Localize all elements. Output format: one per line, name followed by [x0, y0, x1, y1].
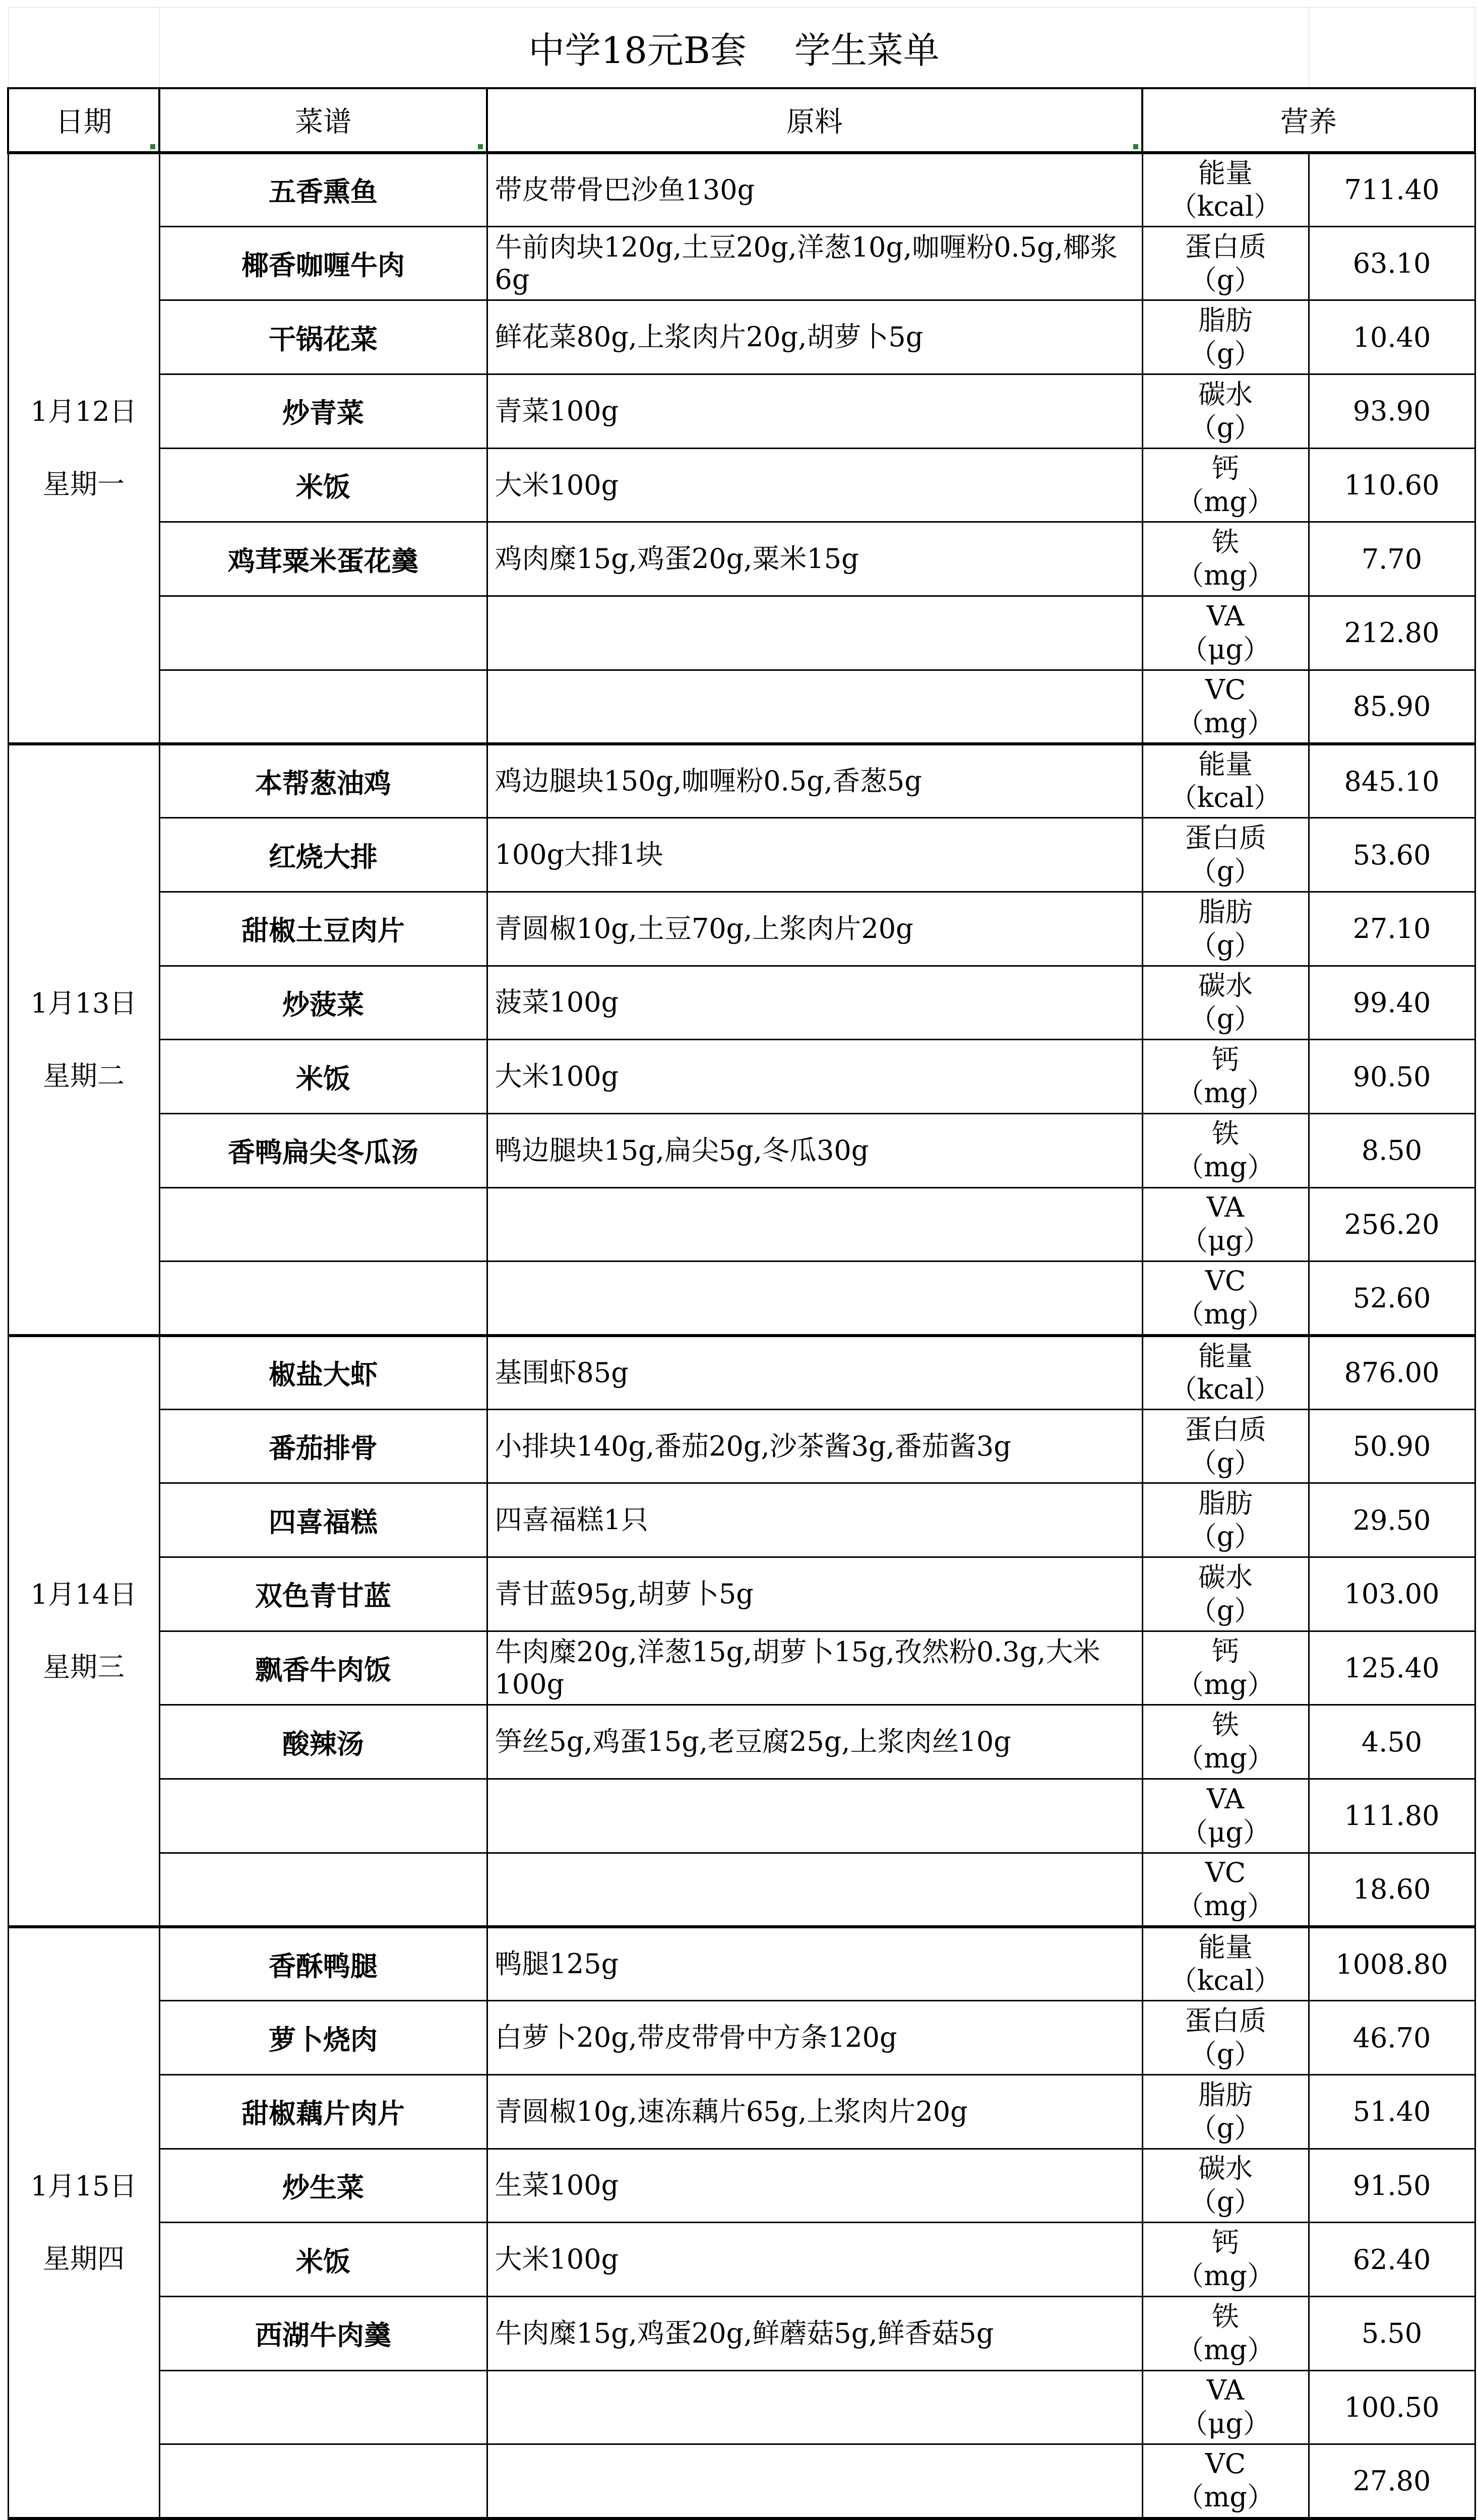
- nutrient-label-cell[interactable]: [1142, 1336, 1309, 1410]
- nutrient-name: 蛋白质: [1185, 230, 1266, 263]
- nutrient-unit: （μg）: [1181, 633, 1270, 665]
- nutrient-label-cell[interactable]: [1142, 1705, 1309, 1779]
- dish-cell[interactable]: 本帮葱油鸡: [159, 744, 487, 818]
- ingredients-cell[interactable]: 青菜100g: [487, 374, 1142, 449]
- nutrient-unit: （g）: [1189, 1003, 1262, 1035]
- dish-cell[interactable]: 甜椒土豆肉片: [159, 892, 487, 966]
- nutrient-name: 铁: [1212, 1709, 1239, 1741]
- nutrient-unit: （mg）: [1177, 2481, 1274, 2513]
- nutrient-label-cell[interactable]: [1142, 1927, 1309, 2001]
- ingredients-cell[interactable]: 牛肉糜20g,洋葱15g,胡萝卜15g,孜然粉0.3g,大米100g: [487, 1631, 1142, 1705]
- nutrient-name: 钙: [1212, 1635, 1239, 1667]
- ingredients-cell[interactable]: 白萝卜20g,带皮带骨中方条120g: [487, 2001, 1142, 2075]
- nutrient-name: VA: [1206, 2374, 1245, 2407]
- nutrient-label-cell[interactable]: [1142, 892, 1309, 966]
- nutrient-unit: （mg）: [1177, 559, 1274, 592]
- weekday-label: 星期四: [43, 2242, 125, 2275]
- nutrient-label-cell[interactable]: [1142, 448, 1309, 522]
- nutrient-label-cell[interactable]: [1142, 226, 1309, 300]
- dish-cell[interactable]: 炒菠菜: [159, 966, 487, 1040]
- nutrient-value-cell[interactable]: 103.00: [1309, 1557, 1475, 1631]
- ingredients-cell[interactable]: 鸡肉糜15g,鸡蛋20g,粟米15g: [487, 522, 1142, 596]
- nutrient-value-cell[interactable]: 62.40: [1309, 2223, 1475, 2297]
- nutrient-label-cell[interactable]: [1142, 2001, 1309, 2075]
- nutrient-unit: （μg）: [1181, 2408, 1270, 2440]
- nutrient-value-cell[interactable]: 85.90: [1309, 670, 1475, 744]
- nutrient-value-cell[interactable]: 110.60: [1309, 448, 1475, 522]
- date-cell[interactable]: [8, 1336, 159, 1927]
- nutrient-label-cell[interactable]: [1142, 153, 1309, 227]
- table-row: [8, 2518, 1475, 2520]
- ingredients-cell[interactable]: 四喜福糕1只: [487, 1483, 1142, 1557]
- nutrient-value-cell[interactable]: 876.00: [1309, 1336, 1475, 1410]
- nutrient-name: 能量: [1198, 1931, 1253, 1964]
- nutrient-unit: （g）: [1189, 1521, 1262, 1553]
- nutrient-label-cell[interactable]: [1142, 1853, 1309, 1927]
- header-ingredients[interactable]: [487, 88, 1142, 153]
- ingredients-cell[interactable]: [487, 2444, 1142, 2518]
- nutrient-label-cell[interactable]: [1142, 818, 1309, 892]
- nutrient-value-cell[interactable]: 53.60: [1309, 818, 1475, 892]
- dish-cell[interactable]: 椒盐大虾: [159, 1336, 487, 1410]
- nutrient-unit: （g）: [1189, 2186, 1262, 2218]
- nutrient-unit: （mg）: [1177, 2260, 1274, 2292]
- dish-cell[interactable]: 番茄排骨: [159, 1409, 487, 1483]
- nutrient-unit: （mg）: [1177, 1151, 1274, 1183]
- dish-cell[interactable]: 西湖牛肉羹: [159, 2296, 487, 2370]
- dish-cell[interactable]: 米饭: [159, 1040, 487, 1114]
- nutrient-label-cell[interactable]: [1142, 1409, 1309, 1483]
- nutrient-unit: （mg）: [1177, 485, 1274, 518]
- header-ingredients-label: 原料: [786, 106, 843, 139]
- menu-table: [7, 7, 1476, 2520]
- dish-cell[interactable]: [159, 1262, 487, 1336]
- title-left-cell: [8, 8, 159, 88]
- nutrient-unit: （mg）: [1177, 1889, 1274, 1922]
- date-label: 1月15日: [30, 2170, 137, 2202]
- nutrient-unit: （kcal）: [1169, 782, 1281, 814]
- nutrient-unit: （kcal）: [1169, 190, 1281, 222]
- nutrient-label-cell[interactable]: [1142, 2296, 1309, 2370]
- header-dish-label: 菜谱: [295, 106, 351, 139]
- dish-cell[interactable]: 五香熏鱼: [159, 153, 487, 227]
- header-row: [8, 88, 1475, 153]
- nutrient-unit: （μg）: [1181, 1225, 1270, 1257]
- nutrient-name: VA: [1206, 1191, 1245, 1224]
- dish-cell[interactable]: [159, 1779, 487, 1853]
- dish-cell[interactable]: 米饭: [159, 448, 487, 522]
- nutrient-value-cell[interactable]: 4.50: [1309, 1705, 1475, 1779]
- nutrient-name: 蛋白质: [1185, 1413, 1266, 1445]
- nutrient-name: 铁: [1212, 526, 1239, 558]
- table-row: [8, 1187, 1475, 1262]
- nutrient-label-cell[interactable]: [1142, 744, 1309, 818]
- nutrient-label-cell[interactable]: [1142, 1483, 1309, 1557]
- ingredients-cell[interactable]: [487, 2370, 1142, 2444]
- nutrient-label-cell[interactable]: [1142, 596, 1309, 670]
- dish-cell[interactable]: 红烧大排: [159, 818, 487, 892]
- nutrient-label-cell[interactable]: [1142, 2518, 1309, 2520]
- nutrient-value-cell[interactable]: 46.70: [1309, 2001, 1475, 2075]
- nutrient-name: 钙: [1212, 1044, 1239, 1076]
- table-row: [8, 2223, 1475, 2297]
- dish-cell[interactable]: [159, 1187, 487, 1262]
- nutrient-label-cell[interactable]: [1142, 1779, 1309, 1853]
- weekday-label: 星期二: [43, 1059, 125, 1092]
- table-row: [8, 1705, 1475, 1779]
- table-row: [8, 1557, 1475, 1631]
- nutrient-label-cell[interactable]: [1142, 2444, 1309, 2518]
- ingredients-cell[interactable]: [487, 670, 1142, 744]
- nutrient-value-cell[interactable]: 99.40: [1309, 966, 1475, 1040]
- nutrient-name: VA: [1206, 600, 1245, 632]
- nutrient-name: 脂肪: [1198, 304, 1253, 337]
- table-row: [8, 1409, 1475, 1483]
- nutrient-name: 碳水: [1198, 378, 1253, 410]
- nutrient-value-cell[interactable]: 111.80: [1309, 1779, 1475, 1853]
- filter-icon[interactable]: [1133, 144, 1138, 149]
- ingredients-cell[interactable]: 小排块140g,番茄20g,沙茶酱3g,番茄酱3g: [487, 1409, 1142, 1483]
- table-row: [8, 1927, 1475, 2001]
- ingredients-cell[interactable]: 100g大排1块: [487, 818, 1142, 892]
- ingredients-cell[interactable]: 牛前肉块120g,土豆20g,洋葱10g,咖喱粉0.5g,椰浆6g: [487, 226, 1142, 300]
- nutrient-label-cell[interactable]: [1142, 374, 1309, 449]
- page-title: 中学18元B套 学生菜单: [159, 8, 1309, 88]
- table-row: [8, 2001, 1475, 2075]
- nutrient-name: 能量: [1198, 1340, 1253, 1372]
- nutrient-name: 钙: [1212, 452, 1239, 484]
- nutrient-value-cell[interactable]: 52.60: [1309, 1262, 1475, 1336]
- nutrient-name: 能量: [1198, 748, 1253, 781]
- ingredients-cell[interactable]: 青圆椒10g,速冻藕片65g,上浆肉片20g: [487, 2074, 1142, 2149]
- ingredients-cell[interactable]: 大米100g: [487, 1040, 1142, 1114]
- title-row: [8, 8, 1475, 88]
- ingredients-cell[interactable]: 鸭腿125g: [487, 1927, 1142, 2001]
- nutrient-label-cell[interactable]: [1142, 1262, 1309, 1336]
- nutrient-value-cell[interactable]: 7.70: [1309, 522, 1475, 596]
- filter-icon[interactable]: [150, 144, 155, 149]
- ingredients-cell[interactable]: 笋丝5g,鸡蛋15g,老豆腐25g,上浆肉丝10g: [487, 1705, 1142, 1779]
- dish-cell[interactable]: [159, 1853, 487, 1927]
- table-row: [8, 1853, 1475, 1927]
- ingredients-cell[interactable]: [487, 596, 1142, 670]
- nutrient-value-cell[interactable]: 93.90: [1309, 374, 1475, 449]
- nutrient-unit: （g）: [1189, 929, 1262, 961]
- dish-cell[interactable]: 炒青菜: [159, 374, 487, 449]
- nutrient-name: 铁: [1212, 2300, 1239, 2333]
- ingredients-cell[interactable]: [487, 2518, 1142, 2520]
- ingredients-cell[interactable]: [487, 1262, 1142, 1336]
- date-cell[interactable]: [8, 2518, 159, 2520]
- dish-cell[interactable]: 米饭: [159, 2223, 487, 2297]
- nutrient-label-cell[interactable]: [1142, 2074, 1309, 2149]
- nutrient-unit: （mg）: [1177, 707, 1274, 739]
- ingredients-cell[interactable]: 大米100g: [487, 2223, 1142, 2297]
- nutrient-value-cell[interactable]: 50.90: [1309, 1409, 1475, 1483]
- table-row: [8, 2149, 1475, 2223]
- nutrient-value-cell[interactable]: [1309, 2518, 1475, 2520]
- nutrient-label-cell[interactable]: [1142, 966, 1309, 1040]
- ingredients-cell[interactable]: 鲜花菜80g,上浆肉片20g,胡萝卜5g: [487, 300, 1142, 374]
- nutrient-value-cell[interactable]: 100.50: [1309, 2370, 1475, 2444]
- table-row: [8, 966, 1475, 1040]
- header-dish[interactable]: [159, 88, 487, 153]
- ingredients-cell[interactable]: 基围虾85g: [487, 1336, 1142, 1410]
- weekday-label: 星期三: [43, 1651, 125, 1683]
- nutrient-label-cell[interactable]: [1142, 2149, 1309, 2223]
- ingredients-cell[interactable]: 鸡边腿块150g,咖喱粉0.5g,香葱5g: [487, 744, 1142, 818]
- nutrient-value-cell[interactable]: 27.80: [1309, 2444, 1475, 2518]
- table-row: [8, 744, 1475, 818]
- nutrient-name: 碳水: [1198, 1561, 1253, 1593]
- weekday-label: 星期一: [43, 468, 125, 500]
- date-label: 1月12日: [30, 396, 137, 428]
- dish-cell[interactable]: [159, 2370, 487, 2444]
- ingredients-cell[interactable]: 生菜100g: [487, 2149, 1142, 2223]
- table-row: [8, 153, 1475, 227]
- ingredients-cell[interactable]: 鸭边腿块15g,扁尖5g,冬瓜30g: [487, 1113, 1142, 1187]
- nutrient-label-cell[interactable]: [1142, 1631, 1309, 1705]
- table-row: [8, 1040, 1475, 1114]
- dish-cell[interactable]: 香酥鸭腿: [159, 1927, 487, 2001]
- table-row: [8, 2296, 1475, 2370]
- ingredients-cell[interactable]: 菠菜100g: [487, 966, 1142, 1040]
- nutrient-value-cell[interactable]: 845.10: [1309, 744, 1475, 818]
- table-row: [8, 670, 1475, 744]
- nutrient-name: 碳水: [1198, 2153, 1253, 2185]
- nutrient-value-cell[interactable]: 18.60: [1309, 1853, 1475, 1927]
- nutrient-unit: （g）: [1189, 1446, 1262, 1479]
- dish-cell[interactable]: 鸡茸粟米蛋花羹: [159, 522, 487, 596]
- nutrient-label-cell[interactable]: [1142, 1040, 1309, 1114]
- nutrient-unit: （mg）: [1177, 1668, 1274, 1700]
- nutrient-label-cell[interactable]: [1142, 300, 1309, 374]
- nutrient-value-cell[interactable]: 10.40: [1309, 300, 1475, 374]
- ingredients-cell[interactable]: [487, 1853, 1142, 1927]
- date-label: 1月13日: [30, 987, 137, 1019]
- nutrient-label-cell[interactable]: [1142, 670, 1309, 744]
- table-row: [8, 892, 1475, 966]
- nutrient-value-cell[interactable]: 256.20: [1309, 1187, 1475, 1262]
- nutrient-name: 蛋白质: [1185, 822, 1266, 854]
- date-cell[interactable]: [8, 744, 159, 1336]
- dish-cell[interactable]: 甜椒藕片肉片: [159, 2074, 487, 2149]
- nutrient-name: 脂肪: [1198, 1487, 1253, 1520]
- nutrient-name: 铁: [1212, 1117, 1239, 1150]
- table-row: [8, 1779, 1475, 1853]
- dish-cell[interactable]: 萝卜烧肉: [159, 2001, 487, 2075]
- table-row: [8, 374, 1475, 449]
- dish-cell[interactable]: 香鸭扁尖冬瓜汤: [159, 1113, 487, 1187]
- nutrient-value-cell[interactable]: 90.50: [1309, 1040, 1475, 1114]
- nutrient-name: 碳水: [1198, 970, 1253, 1002]
- table-row: [8, 1483, 1475, 1557]
- nutrient-value-cell[interactable]: 63.10: [1309, 226, 1475, 300]
- table-row: [8, 1113, 1475, 1187]
- nutrient-name: VC: [1205, 1265, 1246, 1297]
- nutrient-unit: （kcal）: [1169, 1965, 1281, 1997]
- nutrient-label-cell[interactable]: [1142, 522, 1309, 596]
- nutrient-name: VC: [1205, 1856, 1246, 1888]
- nutrient-name: VA: [1206, 1783, 1245, 1815]
- table-row: [8, 300, 1475, 374]
- nutrient-name: VC: [1205, 2448, 1246, 2480]
- dish-cell[interactable]: 四喜福糕: [159, 1483, 487, 1557]
- table-row: [8, 818, 1475, 892]
- nutrient-label-cell[interactable]: [1142, 2223, 1309, 2297]
- dish-cell[interactable]: [159, 596, 487, 670]
- table-row: [8, 522, 1475, 596]
- nutrient-value-cell[interactable]: 1008.80: [1309, 1927, 1475, 2001]
- table-row: [8, 1336, 1475, 1410]
- table-row: [8, 596, 1475, 670]
- ingredients-cell[interactable]: 大米100g: [487, 448, 1142, 522]
- title-right-cell: [1309, 8, 1475, 88]
- ingredients-cell[interactable]: [487, 1779, 1142, 1853]
- header-nutrition-label: 营养: [1280, 106, 1337, 139]
- nutrient-value-cell[interactable]: 91.50: [1309, 2149, 1475, 2223]
- ingredients-cell[interactable]: 青圆椒10g,土豆70g,上浆肉片20g: [487, 892, 1142, 966]
- dish-cell[interactable]: [159, 670, 487, 744]
- ingredients-cell[interactable]: 带皮带骨巴沙鱼130g: [487, 153, 1142, 227]
- ingredients-cell[interactable]: 牛肉糜15g,鸡蛋20g,鲜蘑菇5g,鲜香菇5g: [487, 2296, 1142, 2370]
- nutrient-value-cell[interactable]: 8.50: [1309, 1113, 1475, 1187]
- ingredients-cell[interactable]: 青甘蓝95g,胡萝卜5g: [487, 1557, 1142, 1631]
- ingredients-cell[interactable]: [487, 1187, 1142, 1262]
- nutrient-value-cell[interactable]: 51.40: [1309, 2074, 1475, 2149]
- table-row: [8, 2074, 1475, 2149]
- dish-cell[interactable]: 双色青甘蓝: [159, 1557, 487, 1631]
- nutrient-unit: （g）: [1189, 855, 1262, 888]
- header-date[interactable]: [8, 88, 159, 153]
- dish-cell[interactable]: [159, 2444, 487, 2518]
- dish-cell[interactable]: 干锅花菜: [159, 300, 487, 374]
- nutrient-unit: （mg）: [1177, 1298, 1274, 1331]
- date-label: 1月14日: [30, 1579, 137, 1611]
- nutrient-unit: （μg）: [1181, 1816, 1270, 1848]
- nutrient-value-cell[interactable]: 27.10: [1309, 892, 1475, 966]
- table-row: [8, 2370, 1475, 2444]
- table-row: [8, 226, 1475, 300]
- nutrient-unit: （mg）: [1177, 1077, 1274, 1109]
- nutrient-value-cell[interactable]: 212.80: [1309, 596, 1475, 670]
- table-row: [8, 2444, 1475, 2518]
- nutrient-value-cell[interactable]: 5.50: [1309, 2296, 1475, 2370]
- dish-cell[interactable]: 酸辣汤: [159, 1705, 487, 1779]
- table-row: [8, 448, 1475, 522]
- nutrient-unit: （g）: [1189, 1594, 1262, 1626]
- dish-cell[interactable]: [159, 2518, 487, 2520]
- dish-cell[interactable]: 椰香咖喱牛肉: [159, 226, 487, 300]
- nutrient-unit: （g）: [1189, 2112, 1262, 2144]
- header-nutrition[interactable]: [1142, 88, 1475, 153]
- nutrient-value-cell[interactable]: 711.40: [1309, 153, 1475, 227]
- nutrient-label-cell[interactable]: [1142, 2370, 1309, 2444]
- nutrient-label-cell[interactable]: [1142, 1113, 1309, 1187]
- nutrient-unit: （kcal）: [1169, 1373, 1281, 1405]
- nutrient-value-cell[interactable]: 29.50: [1309, 1483, 1475, 1557]
- nutrient-name: 钙: [1212, 2227, 1239, 2259]
- nutrient-unit: （mg）: [1177, 2334, 1274, 2366]
- filter-icon[interactable]: [478, 144, 483, 149]
- nutrient-name: VC: [1205, 673, 1246, 706]
- date-cell[interactable]: [8, 153, 159, 744]
- nutrient-label-cell[interactable]: [1142, 1557, 1309, 1631]
- dish-cell[interactable]: 飘香牛肉饭: [159, 1631, 487, 1705]
- nutrient-unit: （g）: [1189, 411, 1262, 444]
- nutrient-name: 脂肪: [1198, 896, 1253, 928]
- nutrient-label-cell[interactable]: [1142, 1187, 1309, 1262]
- header-date-label: 日期: [55, 106, 112, 139]
- nutrient-value-cell[interactable]: 125.40: [1309, 1631, 1475, 1705]
- nutrient-name: 能量: [1198, 157, 1253, 189]
- nutrient-unit: （mg）: [1177, 1742, 1274, 1775]
- nutrient-unit: （g）: [1189, 264, 1262, 296]
- nutrient-unit: （g）: [1189, 2038, 1262, 2070]
- table-row: [8, 1631, 1475, 1705]
- date-cell[interactable]: [8, 1927, 159, 2518]
- nutrient-name: 脂肪: [1198, 2078, 1253, 2111]
- nutrient-name: 蛋白质: [1185, 2005, 1266, 2037]
- nutrient-unit: （g）: [1189, 338, 1262, 370]
- dish-cell[interactable]: 炒生菜: [159, 2149, 487, 2223]
- table-row: [8, 1262, 1475, 1336]
